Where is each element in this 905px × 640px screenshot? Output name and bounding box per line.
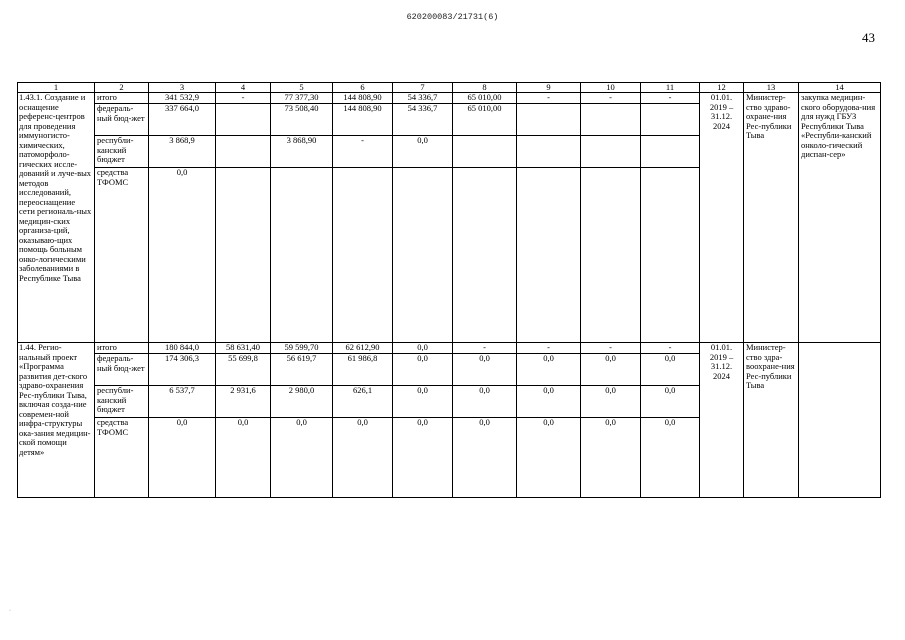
funding-source: средства ТФОМС: [95, 168, 149, 343]
value-cell: 3 868,90: [271, 136, 333, 168]
value-cell: -: [517, 343, 581, 354]
value-cell: 0,0: [641, 354, 700, 386]
value-cell: [216, 104, 271, 136]
executor-cell: Министер-ство здра-воохране-ния Рес-публики Тыва: [744, 343, 799, 498]
value-cell: 0,0: [216, 418, 271, 498]
table-row: [18, 93, 881, 104]
funding-source: итого: [95, 343, 149, 354]
value-cell: [581, 136, 641, 168]
value-cell: [216, 168, 271, 343]
value-cell: 2 980,0: [271, 386, 333, 418]
value-cell: 73 508,40: [271, 104, 333, 136]
value-cell: 65 010,00: [453, 104, 517, 136]
column-header: 8: [453, 83, 517, 93]
value-cell: 54 336,7: [393, 104, 453, 136]
column-header: 4: [216, 83, 271, 93]
value-cell: 61 986,8: [333, 354, 393, 386]
value-cell: [393, 168, 453, 343]
value-cell: 341 532,9: [149, 93, 216, 104]
column-header: 9: [517, 83, 581, 93]
value-cell: 55 699,8: [216, 354, 271, 386]
funding-source: республи-канский бюджет: [95, 386, 149, 418]
column-header: 7: [393, 83, 453, 93]
value-cell: [453, 168, 517, 343]
value-cell: [517, 136, 581, 168]
activity-title: 1.43.1. Создание и оснащение референс-центров для проведения иммуногисто-химических, патоморфоло-гических иссле-дований и луче-вых методов исследований, переоснащение сети региональ-ных медицин-ских организа-ций, оказываю-щих помощь больным онко-логическими заболеваниями в Республике Тыва: [18, 93, 95, 343]
column-header: 1: [18, 83, 95, 93]
document-id: 620200083/21731(6): [406, 12, 499, 22]
value-cell: 0,0: [393, 343, 453, 354]
value-cell: 0,0: [453, 354, 517, 386]
value-cell: -: [216, 93, 271, 104]
value-cell: -: [453, 343, 517, 354]
value-cell: 0,0: [393, 354, 453, 386]
table-row: [18, 343, 881, 354]
value-cell: [641, 168, 700, 343]
funding-source: республи-канский бюджет: [95, 136, 149, 168]
value-cell: 0,0: [517, 386, 581, 418]
value-cell: 0,0: [581, 386, 641, 418]
activity-title: 1.44. Регио-нальный проект «Программа развития дет-ского здраво-охранения Рес-публики Тыва, включая созда-ние современ-ной инфра-структуры ока-зания медицин-ской помощи детям»: [18, 343, 95, 498]
value-cell: [641, 104, 700, 136]
funding-source: федераль-ный бюд-жет: [95, 104, 149, 136]
result-cell: [799, 343, 881, 498]
value-cell: -: [333, 136, 393, 168]
value-cell: 0,0: [641, 386, 700, 418]
column-header: 13: [744, 83, 799, 93]
value-cell: 2 931,6: [216, 386, 271, 418]
value-cell: 0,0: [393, 386, 453, 418]
value-cell: [517, 104, 581, 136]
value-cell: 174 306,3: [149, 354, 216, 386]
value-cell: 0,0: [581, 354, 641, 386]
value-cell: 0,0: [271, 418, 333, 498]
funding-source: федераль-ный бюд-жет: [95, 354, 149, 386]
value-cell: 180 844,0: [149, 343, 216, 354]
value-cell: 0,0: [581, 418, 641, 498]
value-cell: -: [581, 93, 641, 104]
value-cell: -: [641, 93, 700, 104]
value-cell: [641, 136, 700, 168]
column-header: 14: [799, 83, 881, 93]
column-header: 12: [700, 83, 744, 93]
page-number: 43: [862, 30, 875, 45]
value-cell: 0,0: [453, 418, 517, 498]
executor-cell: Министер-ство здраво-охране-ния Рес-публики Тыва: [744, 93, 799, 343]
result-cell: закупка медицин-ского оборудова-ния для нужд ГБУЗ Республики Тыва «Республи-канский онколо-гический диспан-сер»: [799, 93, 881, 343]
column-number-row: [18, 83, 881, 93]
value-cell: 3 868,9: [149, 136, 216, 168]
value-cell: 65 010,00: [453, 93, 517, 104]
value-cell: 0,0: [517, 418, 581, 498]
value-cell: 62 612,90: [333, 343, 393, 354]
funding-source: средства ТФОМС: [95, 418, 149, 498]
column-header: 10: [581, 83, 641, 93]
value-cell: [581, 168, 641, 343]
value-cell: 0,0: [453, 386, 517, 418]
value-cell: 77 377,30: [271, 93, 333, 104]
value-cell: 0,0: [149, 418, 216, 498]
funding-source: итого: [95, 93, 149, 104]
value-cell: 56 619,7: [271, 354, 333, 386]
value-cell: [581, 104, 641, 136]
value-cell: [517, 168, 581, 343]
column-header: 5: [271, 83, 333, 93]
value-cell: 0,0: [517, 354, 581, 386]
value-cell: 337 664,0: [149, 104, 216, 136]
value-cell: -: [641, 343, 700, 354]
value-cell: 54 336,7: [393, 93, 453, 104]
period-cell: 01.01. 2019 – 31.12. 2024: [700, 93, 744, 343]
scan-mark: ·: [9, 608, 11, 614]
value-cell: 58 631,40: [216, 343, 271, 354]
value-cell: -: [581, 343, 641, 354]
value-cell: 0,0: [641, 418, 700, 498]
column-header: 2: [95, 83, 149, 93]
value-cell: 59 599,70: [271, 343, 333, 354]
value-cell: 0,0: [149, 168, 216, 343]
value-cell: 6 537,7: [149, 386, 216, 418]
value-cell: -: [517, 93, 581, 104]
value-cell: 0,0: [393, 136, 453, 168]
column-header: 6: [333, 83, 393, 93]
value-cell: 144 808,90: [333, 93, 393, 104]
value-cell: 0,0: [333, 418, 393, 498]
value-cell: [333, 168, 393, 343]
value-cell: 0,0: [393, 418, 453, 498]
value-cell: 144 808,90: [333, 104, 393, 136]
value-cell: [216, 136, 271, 168]
value-cell: [271, 168, 333, 343]
value-cell: 626,1: [333, 386, 393, 418]
budget-table: [17, 82, 881, 498]
column-header: 11: [641, 83, 700, 93]
period-cell: 01.01. 2019 – 31.12. 2024: [700, 343, 744, 498]
value-cell: [453, 136, 517, 168]
column-header: 3: [149, 83, 216, 93]
